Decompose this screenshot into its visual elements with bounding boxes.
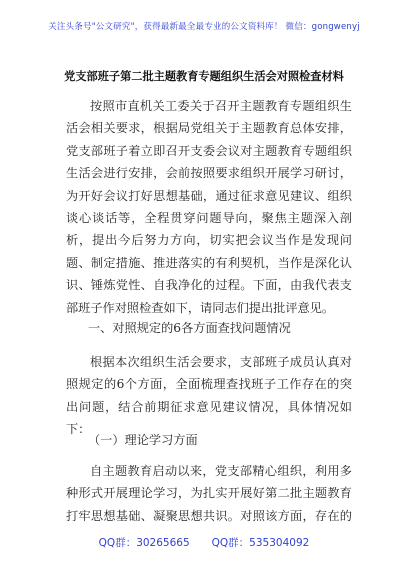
qq-group-1: QQ群：30265665 bbox=[98, 537, 190, 549]
document-title: 党支部班子第二批主题教育专题组织生活会对照检查材料 bbox=[64, 70, 344, 83]
paragraph-intro: 按照市直机关工委关于召开主题教育专题组织生活会相关要求，根据局党组关于主题教育总体安排，党支部班子着立即召开支委会议对主题教育专题组织生活会进行安排，会前按照要求组织开展学习研讨，为开好会议打好思想基础，通过征求意见建议、组织谈心谈话等，全程贯穿问题导向，聚焦主题深入剖析，提出今后努力方向，切实把会议当作是发现问题、制定措施、推进落实的有利契机，当作是深化认识、锤炼党性、自我净化的过程。下面，由我代表支部班子作对照检查如下，请同志们提出批评意见。 bbox=[66, 99, 352, 315]
qq-group-2: QQ群：535304092 bbox=[211, 537, 310, 549]
section-heading-1: 一、对照规定的6各方面查找问题情况 bbox=[88, 321, 291, 335]
paragraph-section-1: 根据本次组织生活会要求，支部班子成员认真对照规定的6个方面，全面梳理查找班子工作存在的突出问题，结合前期征求意见建议情况，具体情况如下： bbox=[66, 355, 352, 437]
header-banner: 关注头条号"公文研究"，获得最新最全最专业的公文资料库！ 微信：gongwenyj bbox=[48, 22, 360, 32]
paragraph-theory-study: 自主题教育启动以来，党支部精心组织，利用多种形式开展理论学习，为扎实开展好第二批主题教育打牢思想基础、凝聚思想共识。对照该方面，存在的 bbox=[66, 464, 352, 523]
subsection-heading-1: （一）理论学习方面 bbox=[88, 433, 198, 447]
footer-contact bbox=[0, 535, 408, 550]
